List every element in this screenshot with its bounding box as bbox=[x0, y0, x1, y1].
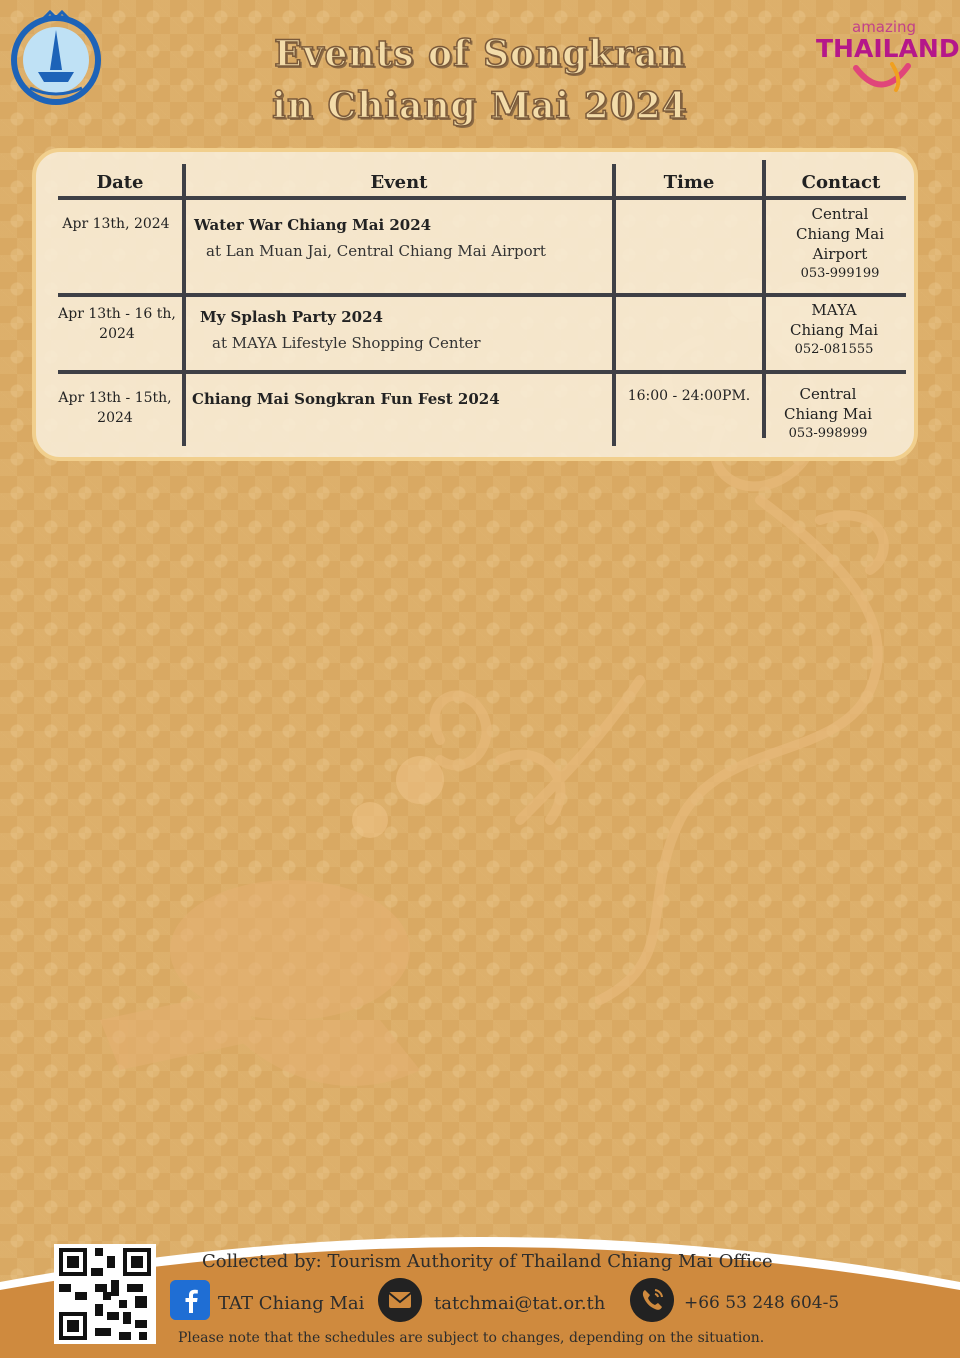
row-2-date bbox=[52, 304, 182, 344]
date-text: 2024 bbox=[99, 326, 135, 342]
title-line-2: in Chiang Mai 2024 bbox=[272, 85, 688, 127]
row-3-contact bbox=[754, 384, 902, 444]
date-text: Apr 13th - 16 th, bbox=[58, 306, 176, 322]
facebook-icon[interactable] bbox=[170, 1280, 210, 1320]
row-2-event-name: My Splash Party 2024 bbox=[200, 308, 383, 326]
date-text: Apr 13th, 2024 bbox=[62, 216, 170, 232]
contact-phone: 052-081555 bbox=[794, 342, 874, 357]
contact-phone: 053-999199 bbox=[800, 266, 880, 281]
amazing-text: amazing bbox=[852, 18, 917, 36]
contact-line: Central bbox=[811, 205, 869, 223]
contact-phone: 053-998999 bbox=[788, 426, 868, 441]
phone-icon[interactable] bbox=[630, 1278, 674, 1322]
row-3-event-name: Chiang Mai Songkran Fun Fest 2024 bbox=[192, 390, 500, 408]
title-line-1: Events of Songkran bbox=[274, 33, 686, 75]
email-label[interactable]: tatchmai@tat.or.th bbox=[434, 1293, 606, 1314]
row-3-date bbox=[50, 388, 180, 428]
contact-line: Chiang Mai bbox=[789, 321, 878, 339]
contact-line: Central bbox=[799, 385, 857, 403]
qr-code-icon[interactable] bbox=[54, 1244, 156, 1344]
collected-by-text: Collected by: Tourism Authority of Thailand Chiang Mai Office bbox=[202, 1251, 773, 1272]
row-1-date bbox=[54, 214, 178, 234]
contact-line: Airport bbox=[812, 245, 868, 263]
row-3-time: 16:00 - 24:00PM. bbox=[627, 388, 751, 404]
row-1-event-place: at Lan Muan Jai, Central Chiang Mai Airport bbox=[206, 242, 546, 260]
table-column-rule bbox=[182, 164, 186, 446]
facebook-label[interactable]: TAT Chiang Mai bbox=[218, 1293, 365, 1314]
contact-line: Chiang Mai bbox=[795, 225, 884, 243]
row-1-event-name: Water War Chiang Mai 2024 bbox=[194, 216, 432, 234]
contact-line: MAYA bbox=[811, 301, 857, 319]
row-2-event-place: at MAYA Lifestyle Shopping Center bbox=[212, 334, 481, 352]
contact-line: Chiang Mai bbox=[783, 405, 872, 423]
page-title bbox=[0, 28, 960, 132]
mail-icon[interactable] bbox=[378, 1278, 422, 1322]
header-event: Event bbox=[370, 172, 428, 193]
header-time: Time bbox=[663, 172, 715, 193]
date-text: Apr 13th - 15th, bbox=[58, 390, 172, 406]
header-contact: Contact bbox=[801, 172, 881, 193]
thailand-text: THAILAND bbox=[816, 34, 960, 63]
header-date: Date bbox=[96, 172, 144, 193]
schedule-note: Please note that the schedules are subject to changes, depending on the situation. bbox=[178, 1330, 765, 1346]
date-text: 2024 bbox=[97, 410, 133, 426]
phone-label[interactable]: +66 53 248 604-5 bbox=[684, 1293, 840, 1313]
events-table bbox=[32, 148, 918, 461]
row-2-contact bbox=[760, 300, 908, 360]
row-1-contact bbox=[766, 204, 914, 284]
